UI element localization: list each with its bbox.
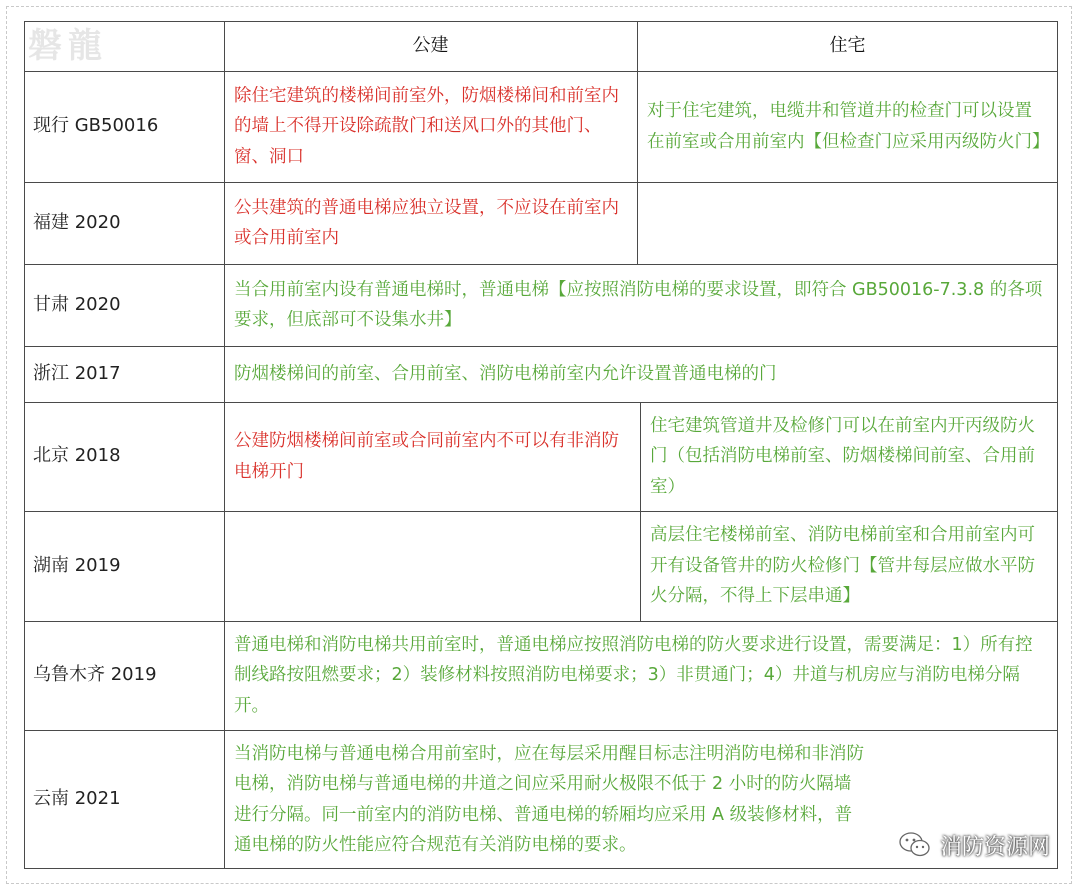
table-border-line (24, 71, 1058, 72)
source-watermark (898, 826, 1050, 864)
cell-zhejiang-full: 防烟楼梯间的前室、合用前室、消防电梯前室内允许设置普通电梯的门 (234, 363, 777, 384)
cell-yunnan-full: 当消防电梯与普通电梯合用前室时，应在每层采用醒目标志注明消防电梯和非消防电梯，消防电梯与普通电梯的井道之间应采用耐火极限不低于 2 小时的防火隔墙进行分隔。同一前室内的消防电梯、普通电梯的轿厢均应采用 A 级装修材料，普通电梯的防火性能应符合规范有关消防电梯的要求。 (234, 743, 864, 855)
row-label-hunan: 湖南 2019 (33, 554, 121, 576)
row-label-urumqi: 乌鲁木齐 2019 (33, 664, 157, 686)
cell-urumqi-full: 普通电梯和消防电梯共用前室时，普通电梯应按照消防电梯的防火要求进行设置，需要满足：1）所有控制线路按阻燃要求；2）装修材料按照消防电梯要求；3）非贯通门；4）井道与机房应与消防电梯分隔开。 (234, 634, 1033, 716)
logo-watermark: 磐龍 (28, 26, 108, 66)
table-border-line (637, 21, 638, 264)
table-border-line (24, 21, 25, 869)
cell-fujian-public: 公共建筑的普通电梯应独立设置，不应设在前室内或合用前室内 (234, 197, 619, 248)
cell-beijing-residential: 住宅建筑管道井及检修门可以在前室内开丙级防火门（包括消防电梯前室、防烟楼梯间前室、合用前室） (650, 415, 1035, 497)
table-border-line (24, 730, 1058, 731)
table-border-line (1057, 21, 1058, 869)
row-label-yunnan: 云南 2021 (33, 788, 121, 810)
row-label-zhejiang: 浙江 2017 (33, 362, 121, 384)
wechat-icon (898, 830, 932, 860)
table-border-line (24, 868, 1058, 869)
cell-beijing-public: 公建防烟楼梯间前室或合同前室内不可以有非消防电梯开门 (234, 431, 619, 482)
table-border-line (24, 21, 1058, 22)
header-public-building: 公建 (412, 34, 449, 56)
cell-gansu-full: 当合用前室内设有普通电梯时，普通电梯【应按照消防电梯的要求设置，即符合 GB50016-7.3.8 的各项要求，但底部可不设集水井】 (234, 279, 1043, 330)
cell-hunan-public (224, 511, 640, 621)
cell-gb50016-public: 除住宅建筑的楼梯间前室外，防烟楼梯间和前室内的墙上不得开设除疏散门和送风口外的其他门、窗、洞口 (234, 85, 619, 167)
table-border-line (24, 346, 1058, 347)
cell-gb50016-residential: 对于住宅建筑，电缆井和管道井的检查门可以设置在前室或合用前室内【但检查门应采用丙级防火门】 (647, 101, 1050, 152)
cell-hunan-residential: 高层住宅楼梯前室、消防电梯前室和合用前室内可开有设备管井的防火检修门【管井每层应做水平防火分隔，不得上下层串通】 (650, 525, 1035, 607)
table-border-line (24, 264, 1058, 265)
row-label-gb50016: 现行 GB50016 (33, 115, 159, 137)
table-border-line (24, 182, 1058, 183)
table-border-line (24, 402, 1058, 403)
row-label-fujian: 福建 2020 (33, 211, 121, 233)
table-border-line (24, 621, 1058, 622)
table-border-line (640, 402, 641, 621)
row-label-gansu: 甘肃 2020 (33, 293, 121, 315)
header-residential: 住宅 (829, 34, 866, 56)
cell-fujian-residential (637, 182, 1058, 264)
row-label-beijing: 北京 2018 (33, 445, 121, 467)
comparison-table (24, 21, 1058, 869)
table-border-line (224, 21, 225, 869)
watermark-text: 消防资源网 (939, 834, 1050, 860)
table-border-line (24, 511, 1058, 512)
